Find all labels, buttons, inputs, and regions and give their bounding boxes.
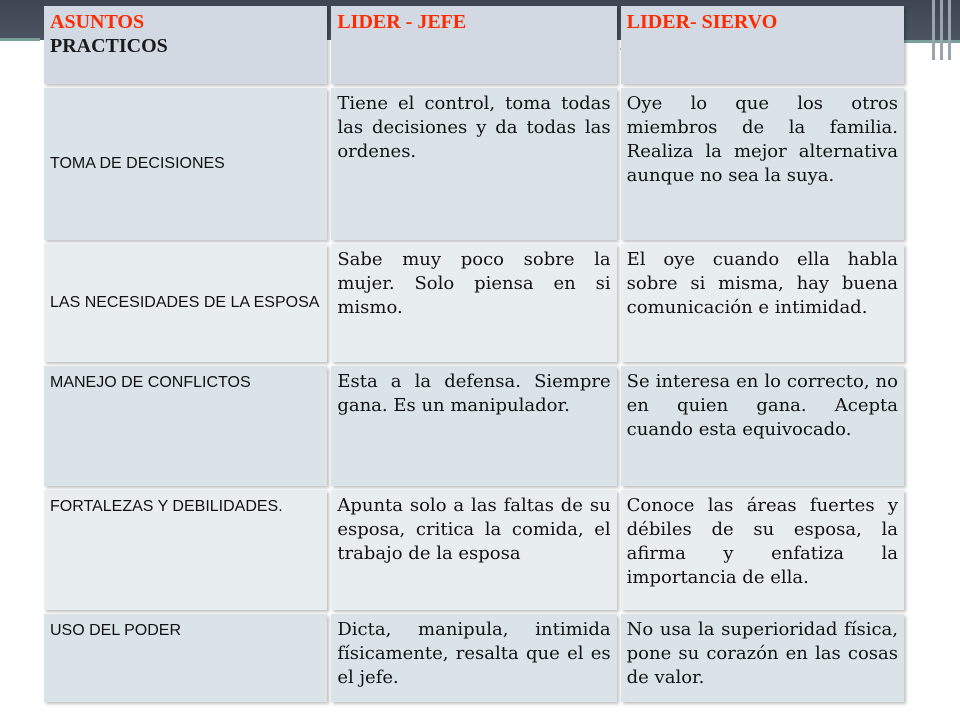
table-row: [44, 244, 904, 362]
jefe-cell: Esta a la defensa. Siempre gana. Es un manipulador.: [331, 366, 616, 486]
topic-cell: FORTALEZAS Y DEBILIDADES.: [44, 490, 327, 610]
siervo-cell: El oye cuando ella habla sobre si misma, hay buena comunicación e intimidad.: [621, 244, 904, 362]
jefe-cell: Apunta solo a las faltas de su esposa, critica la comida, el trabajo de la esposa: [331, 490, 616, 610]
jefe-cell: Dicta, manipula, intimida físicamente, resalta que el es el jefe.: [331, 614, 616, 702]
table-row: [44, 366, 904, 486]
siervo-cell: Conoce las áreas fuertes y débiles de su esposa, la afirma y enfatiza la importancia de ella.: [621, 490, 904, 610]
topic-cell: MANEJO DE CONFLICTOS: [44, 366, 327, 486]
table-row: [44, 490, 904, 610]
decorative-stripe-1: [932, 0, 935, 60]
table-row: [44, 614, 904, 702]
table-row: [44, 88, 904, 240]
topic-cell: USO DEL PODER: [44, 614, 327, 702]
siervo-cell: No usa la superioridad física, pone su corazón en las cosas de valor.: [621, 614, 904, 702]
topic-cell: LAS NECESIDADES DE LA ESPOSA: [44, 244, 327, 362]
siervo-cell: Se interesa en lo correcto, no en quien gana. Acepta cuando esta equivocado.: [621, 366, 904, 486]
header-lider-siervo: LIDER- SIERVO: [621, 6, 904, 84]
header-asuntos-line2: PRACTICOS: [50, 35, 168, 57]
header-asuntos-practicos: [44, 6, 327, 84]
table-header-row: [44, 6, 904, 84]
decorative-stripe-3: [948, 0, 951, 60]
jefe-cell: Tiene el control, toma todas las decisiones y da todas las ordenes.: [331, 88, 616, 240]
header-asuntos-line1: ASUNTOS: [50, 11, 145, 33]
jefe-cell: Sabe muy poco sobre la mujer. Solo piensa en si mismo.: [331, 244, 616, 362]
decorative-line-left: [0, 38, 40, 41]
decorative-stripe-2: [940, 0, 943, 60]
header-lider-jefe: LIDER - JEFE: [331, 6, 616, 84]
topic-cell: TOMA DE DECISIONES: [44, 88, 327, 240]
siervo-cell: Oye lo que los otros miembros de la familia. Realiza la mejor alternativa aunque no sea la suya.: [621, 88, 904, 240]
comparison-table: [40, 2, 908, 706]
